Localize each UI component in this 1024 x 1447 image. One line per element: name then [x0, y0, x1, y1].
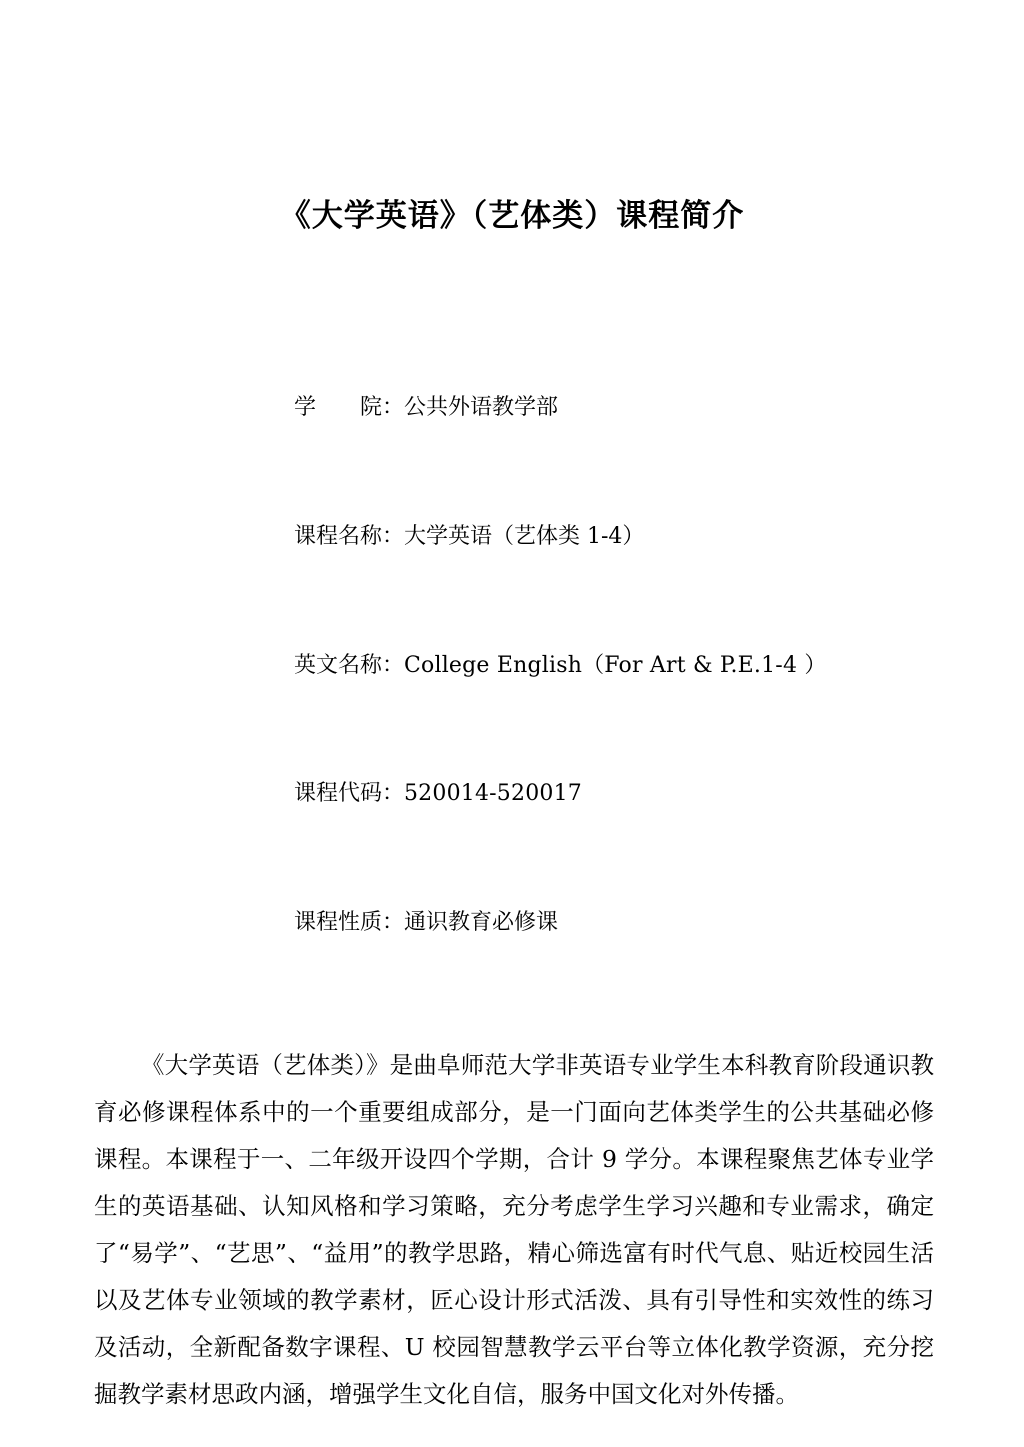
meta-value-course-name: 大学英语（艺体类 1-4） [403, 523, 645, 549]
meta-label-course-type: 课程性质： [293, 909, 404, 935]
page-title: 《大学英语》（艺体类）课程简介 [279, 198, 745, 234]
meta-value-course-type: 通识教育必修课 [403, 909, 558, 935]
meta-label-college: 学 院： [293, 395, 404, 421]
course-description [60, 1042, 964, 1418]
meta-row-course-code [252, 730, 964, 859]
meta-value-english-name: College English（For Art & P.E.1-4 ） [403, 652, 827, 678]
meta-value-college: 公共外语教学部 [403, 395, 558, 421]
meta-row-course-type [252, 859, 964, 988]
meta-row-course-name [252, 473, 964, 602]
meta-value-course-code: 520014-520017 [403, 781, 582, 807]
meta-row-college [252, 344, 964, 473]
description-paragraph: 《大学英语（艺体类）》是曲阜师范大学非英语专业学生本科教育阶段通识教育必修课程体系中的一个重要组成部分，是一门面向艺体类学生的公共基础必修课程。本课程于一、二年级开设四个学期，合计 9 学分。本课程聚焦艺体专业学生的英语基础、认知风格和学习策略，充分考虑学生学习兴趣和专业需求，确定了“易学”、“艺思”、“益用”的教学思路，精心筛选富有时代气息、贴近校园生活以及艺体专业领域的教学素材，匠心设计形式活泼、具有引导性和实效性的练习及活动，全新配备数字课程、U 校园智慧教学云平台等立体化教学资源，充分挖掘教学素材思政内涵，增强学生文化自信，服务中国文化对外传播。 [94, 1050, 934, 1408]
meta-label-course-code: 课程代码： [293, 781, 404, 807]
meta-label-course-name: 课程名称： [293, 523, 404, 549]
course-meta-list [60, 344, 964, 987]
meta-label-english-name: 英文名称： [293, 652, 404, 678]
meta-row-english-name [252, 602, 964, 731]
